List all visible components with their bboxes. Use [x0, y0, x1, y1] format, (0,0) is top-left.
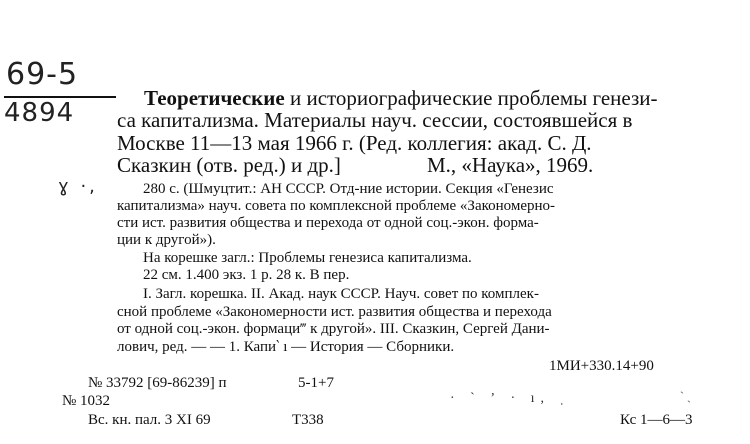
classification-index: 1МИ+330.14+90 [549, 358, 654, 374]
title-line-1 [144, 88, 658, 109]
print-code: Т338 [292, 412, 324, 428]
description-line-1: 280 с. (Шмуцтит.: АН СССР. Отд-ние истории. Секция «Генезис [143, 181, 554, 197]
shelfmark-bottom: 4894 [4, 98, 75, 128]
catalog-code: Кс 1—6—3 [620, 412, 693, 428]
margin-mark: ɣ ·, [58, 176, 98, 197]
title-heading-word: Теоретические [144, 86, 285, 110]
title-line-3: Москве 11—13 мая 1966 г. (Ред. коллегия: акад. С. Д. [117, 131, 592, 155]
tracing-line-2: сной проблеме «Закономерности ист. развития общества и перехода [117, 304, 552, 320]
imprint: М., «Наука», 1969. [427, 153, 594, 177]
tracing-line-4: лович, ред. — — 1. Капи‵ ı — История — Сборники. [117, 339, 455, 355]
record-number: № 33792 [69-86239] п [88, 375, 227, 391]
description-line-3: сти ист. развития общества и перехода от одной соц.-экон. форма- [117, 215, 539, 231]
record-code: 5-1+7 [298, 375, 334, 391]
description-line-4: ции к другой»). [117, 232, 216, 248]
print-specks-right: ˋ ˏ [680, 389, 691, 403]
book-chamber-date: Вс. кн. пал. 3 XI 69 [88, 412, 211, 428]
record-small-number: № 1032 [62, 393, 111, 409]
description-line-2: капитализма» науч. совета по комплексной проблеме «Закономерно- [117, 198, 556, 214]
tracing-line-1: I. Загл. корешка. II. Акад. наук СССР. Науч. совет по комплек- [143, 286, 539, 302]
tracing-line-3: от одной соц.-экон. формаци‴ к другой». III. Сказкин, Сергей Дани- [117, 321, 550, 337]
physical-description: 22 см. 1.400 экз. 1 р. 28 к. В пер. [143, 267, 350, 283]
title-line-2: са капитализма. Материалы науч. сессии, состоявшейся в [117, 108, 633, 132]
print-specks: · ` ʼ · ı, ˌ [450, 391, 571, 406]
spine-title-note: На корешке загл.: Проблемы генезиса капитализма. [143, 250, 472, 266]
title-line-1-rest: и историографические проблемы генези- [284, 86, 658, 110]
shelfmark-top: 69-5 [6, 57, 79, 92]
title-line-4: Сказкин (отв. ред.) и др.] [117, 153, 341, 177]
